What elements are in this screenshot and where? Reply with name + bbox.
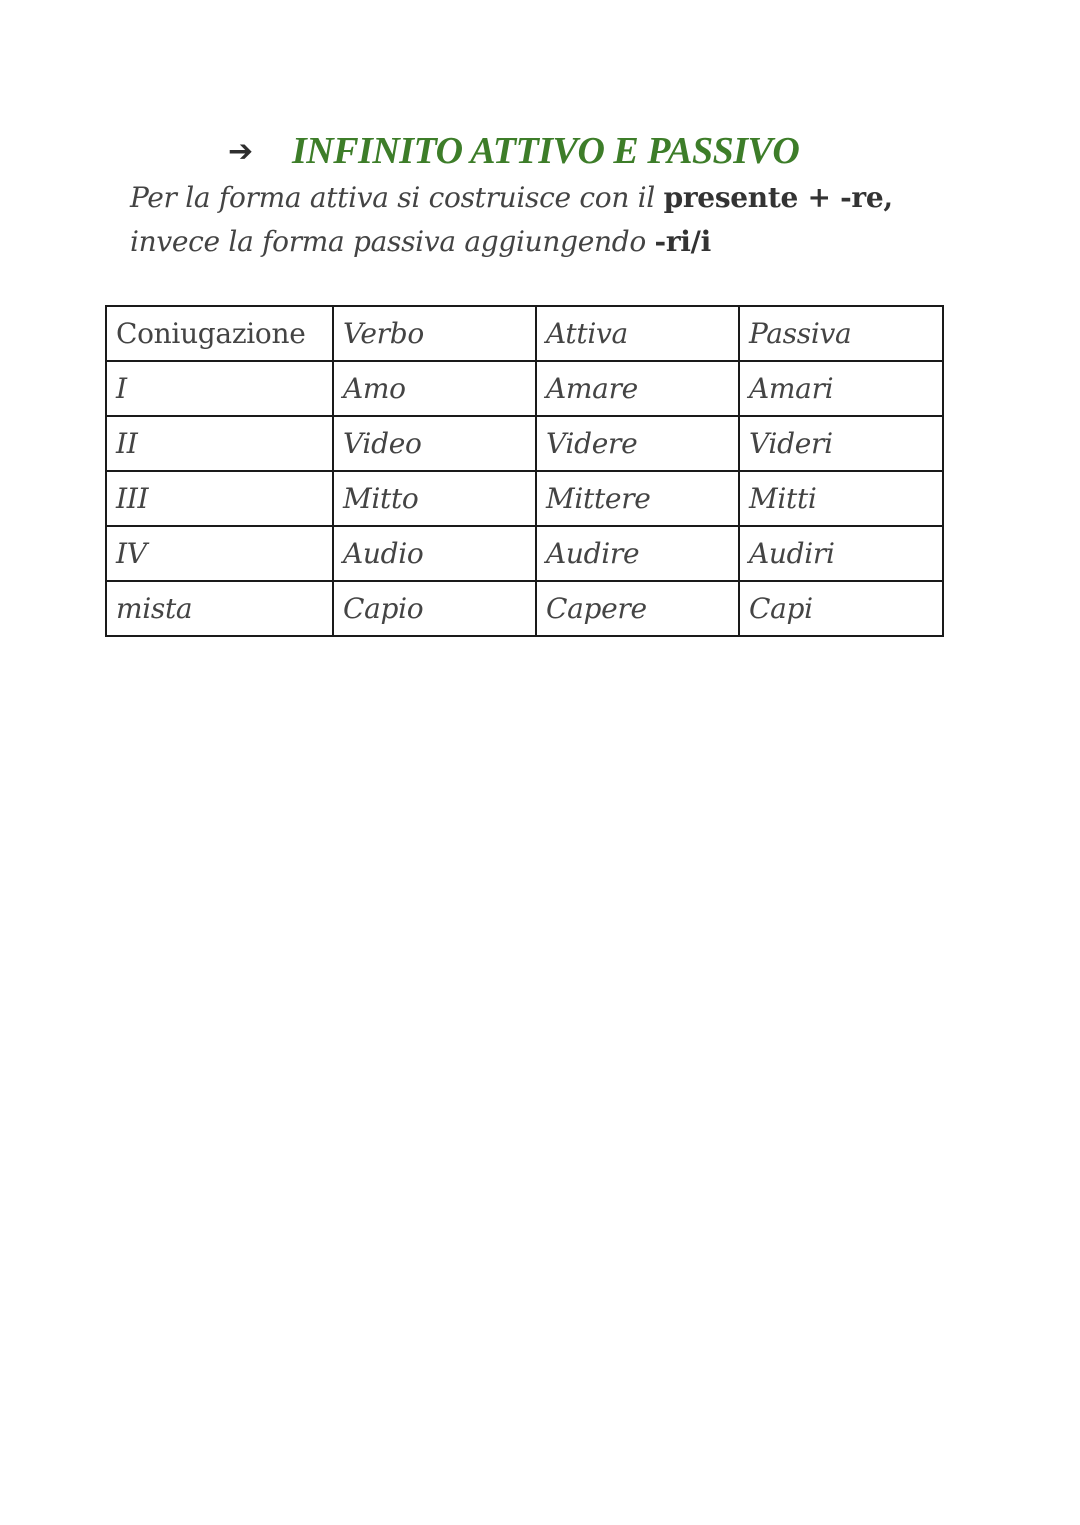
table-cell: Capere xyxy=(536,581,739,636)
header-cell-passiva: Passiva xyxy=(739,306,943,361)
header-cell-attiva: Attiva xyxy=(536,306,739,361)
table-cell: Mitto xyxy=(333,471,536,526)
page-title: INFINITO ATTIVO E PASSIVO xyxy=(292,130,800,172)
table-row xyxy=(106,471,943,526)
right-arrow-icon: ➔ xyxy=(228,133,254,169)
table-header-row xyxy=(106,306,943,361)
table-cell: Audire xyxy=(536,526,739,581)
table-cell: Video xyxy=(333,416,536,471)
table-row xyxy=(106,361,943,416)
table-cell: Mittere xyxy=(536,471,739,526)
table-row xyxy=(106,581,943,636)
intro-line-2-text: invece la forma passiva aggiungendo xyxy=(130,225,655,258)
table-row xyxy=(106,526,943,581)
table-cell: Amari xyxy=(739,361,943,416)
intro-line-2-bold: -ri/i xyxy=(654,225,711,258)
header-cell-coniugazione: Coniugazione xyxy=(106,306,333,361)
table-cell: Videri xyxy=(739,416,943,471)
conjugation-table xyxy=(105,305,944,637)
table-cell: IV xyxy=(106,526,333,581)
table-row xyxy=(106,416,943,471)
intro-line-1-text: Per la forma attiva si costruisce con il xyxy=(130,181,664,214)
table-cell: Audiri xyxy=(739,526,943,581)
table-cell: Amo xyxy=(333,361,536,416)
table-cell: Audio xyxy=(333,526,536,581)
table-cell: mista xyxy=(106,581,333,636)
table-cell: II xyxy=(106,416,333,471)
table-cell: III xyxy=(106,471,333,526)
intro-paragraph xyxy=(130,176,1030,264)
table-cell: I xyxy=(106,361,333,416)
table-cell: Videre xyxy=(536,416,739,471)
table-cell: Capio xyxy=(333,581,536,636)
header-cell-verbo: Verbo xyxy=(333,306,536,361)
section-heading xyxy=(228,126,799,176)
table-cell: Mitti xyxy=(739,471,943,526)
intro-line-1-bold: presente + -re, xyxy=(663,181,893,214)
intro-line-2 xyxy=(130,220,1030,264)
intro-line-1 xyxy=(130,176,1030,220)
table-cell: Amare xyxy=(536,361,739,416)
table-cell: Capi xyxy=(739,581,943,636)
